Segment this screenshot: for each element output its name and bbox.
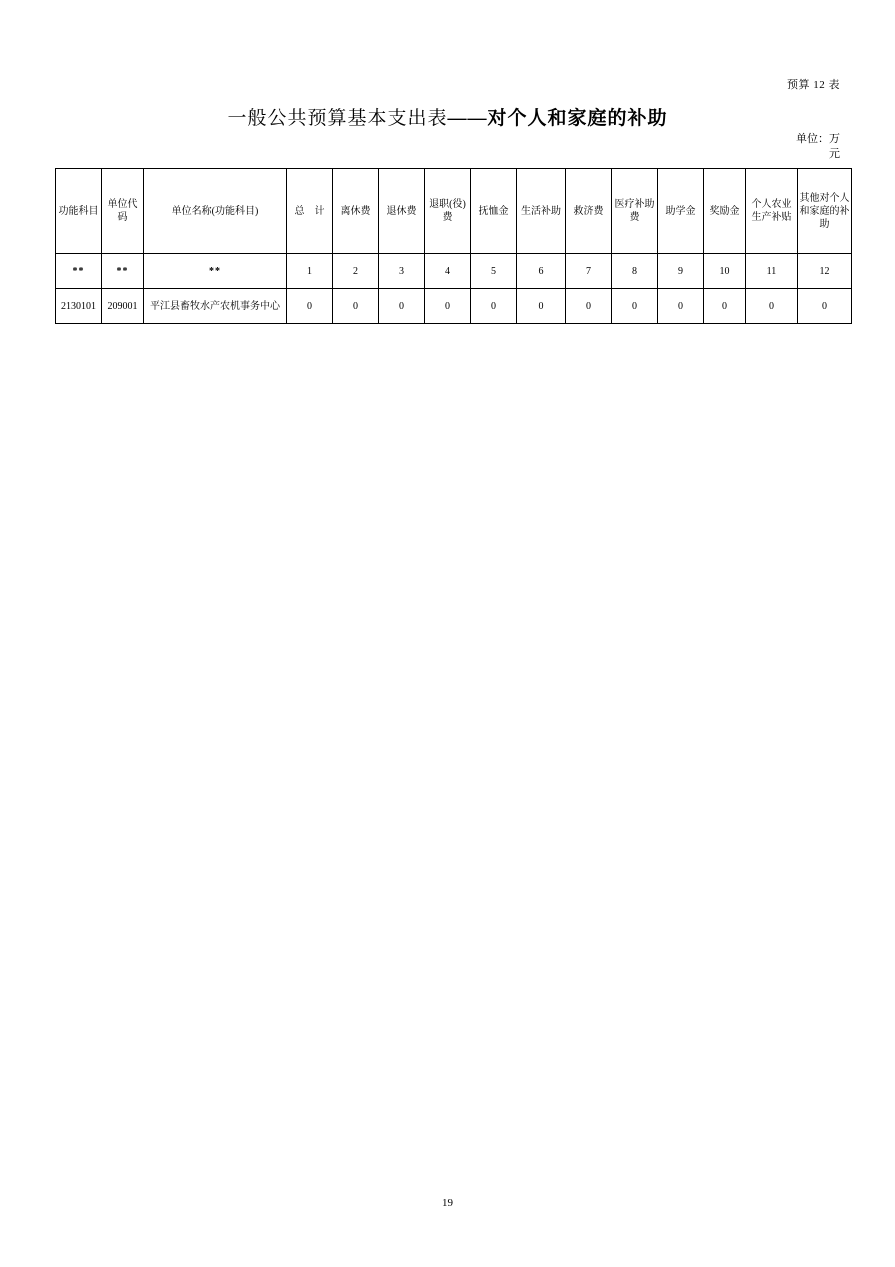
cell-unit-name: 平江县畜牧水产农机事务中心 — [144, 289, 287, 324]
header-cell-total: 总 计 — [287, 169, 333, 254]
page-number: 19 — [442, 1197, 453, 1209]
column-number-row — [56, 254, 852, 289]
number-cell-8: 5 — [471, 254, 517, 289]
cell-award: 0 — [704, 289, 746, 324]
header-cell-severance: 退职(役)费 — [425, 169, 471, 254]
unit-note-line1: 单位：万 — [796, 133, 840, 145]
number-cell-15: 12 — [798, 254, 852, 289]
table-row — [56, 289, 852, 324]
header-cell-functional-code: 功能科目 — [56, 169, 102, 254]
header-cell-unit-code: 单位代码 — [102, 169, 144, 254]
number-cell-10: 7 — [566, 254, 612, 289]
cell-comfort-fund: 0 — [471, 289, 517, 324]
cell-relief-fund: 0 — [566, 289, 612, 324]
header-cell-comfort-fund: 抚恤金 — [471, 169, 517, 254]
header-cell-living-subsidy: 生活补助 — [517, 169, 566, 254]
number-cell-7: 4 — [425, 254, 471, 289]
header-cell-medical-subsidy: 医疗补助费 — [612, 169, 658, 254]
cell-grant: 0 — [658, 289, 704, 324]
header-cell-retirement-allowance: 离休费 — [333, 169, 379, 254]
number-cell-3: ** — [144, 254, 287, 289]
number-cell-2: ** — [102, 254, 144, 289]
number-cell-14: 11 — [746, 254, 798, 289]
page-title-prefix: 一般公共预算基本支出表 — [227, 108, 448, 129]
header-cell-agri-subsidy: 个人农业生产补贴 — [746, 169, 798, 254]
number-cell-11: 8 — [612, 254, 658, 289]
header-cell-unit-name: 单位名称(功能科目) — [144, 169, 287, 254]
number-cell-6: 3 — [379, 254, 425, 289]
cell-living-subsidy: 0 — [517, 289, 566, 324]
form-tag: 预算 12 表 — [787, 79, 840, 91]
page-title — [0, 103, 895, 130]
header-cell-relief-fund: 救济费 — [566, 169, 612, 254]
cell-medical-subsidy: 0 — [612, 289, 658, 324]
cell-other-subsidy: 0 — [798, 289, 852, 324]
cell-severance: 0 — [425, 289, 471, 324]
cell-pension: 0 — [379, 289, 425, 324]
page-title-suffix: ——对个人和家庭的补助 — [447, 108, 668, 129]
unit-note — [720, 132, 840, 162]
header-row — [56, 169, 852, 254]
cell-retirement-allowance: 0 — [333, 289, 379, 324]
header-cell-other-subsidy: 其他对个人和家庭的补助 — [798, 169, 852, 254]
cell-agri-subsidy: 0 — [746, 289, 798, 324]
header-cell-grant: 助学金 — [658, 169, 704, 254]
budget-table — [55, 168, 852, 324]
header-cell-award: 奖励金 — [704, 169, 746, 254]
table-body — [56, 254, 852, 324]
table-header — [56, 169, 852, 254]
cell-total: 0 — [287, 289, 333, 324]
unit-note-line2: 元 — [829, 148, 840, 160]
budget-table-wrapper — [55, 168, 850, 324]
number-cell-1: ** — [56, 254, 102, 289]
number-cell-5: 2 — [333, 254, 379, 289]
header-cell-pension: 退休费 — [379, 169, 425, 254]
number-cell-4: 1 — [287, 254, 333, 289]
number-cell-13: 10 — [704, 254, 746, 289]
cell-functional-code: 2130101 — [56, 289, 102, 324]
cell-unit-code: 209001 — [102, 289, 144, 324]
number-cell-12: 9 — [658, 254, 704, 289]
number-cell-9: 6 — [517, 254, 566, 289]
